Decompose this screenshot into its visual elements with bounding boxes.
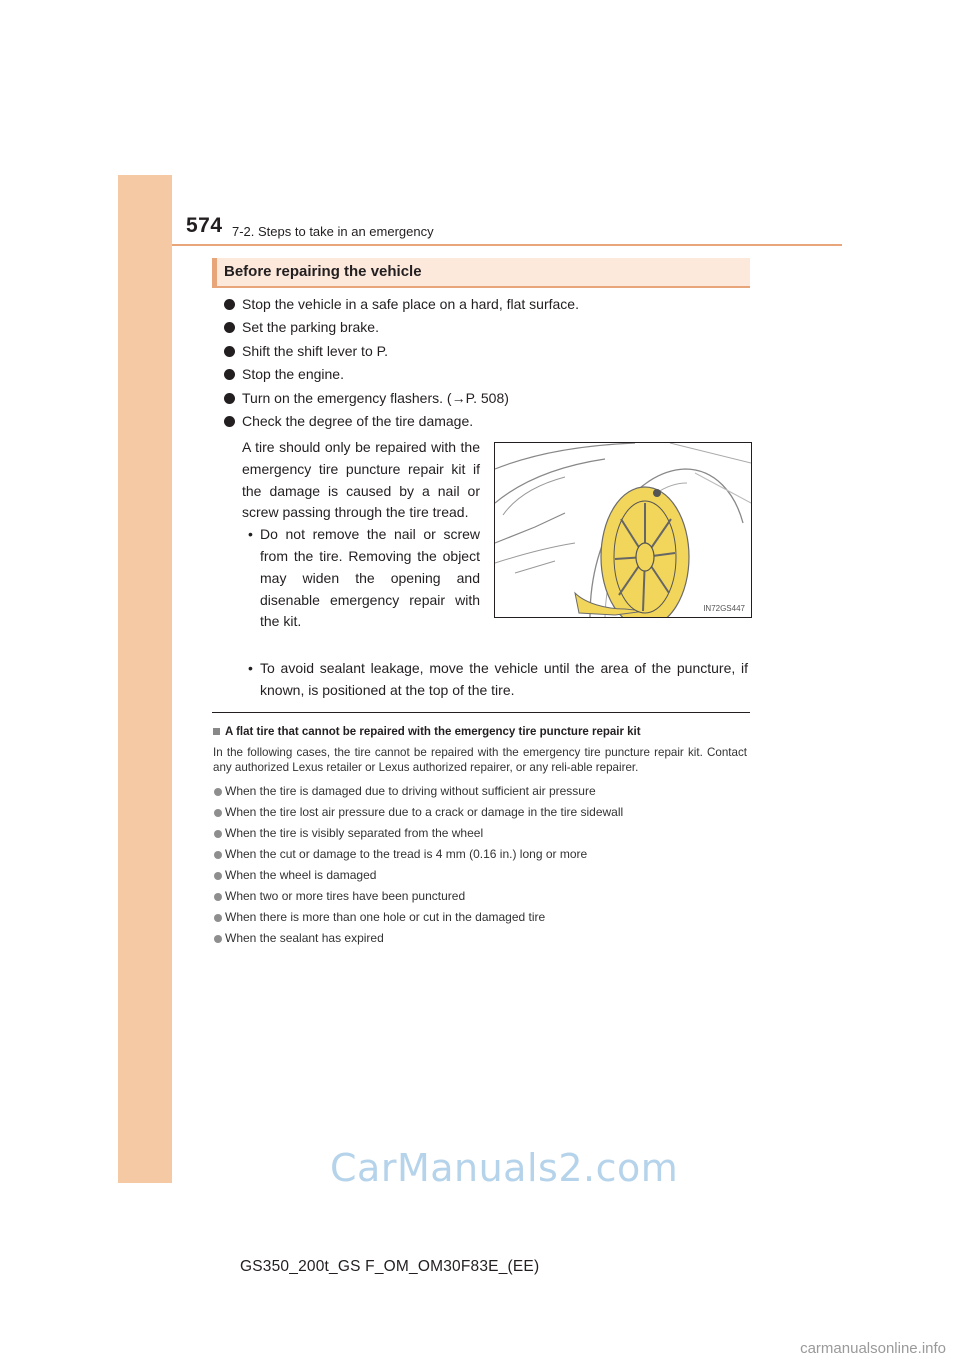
bullet-icon <box>224 369 235 380</box>
detail-sub-item-wide: • To avoid sealant leakage, move the vehicle until the area of the puncture, if known, is positioned at the top of the tire. <box>242 657 748 701</box>
bullet-icon <box>224 322 235 333</box>
bullet-icon <box>214 872 222 880</box>
step-item: Turn on the emergency flashers. (→P. 508) <box>224 387 764 410</box>
list-item: When the wheel is damaged <box>213 865 747 886</box>
car-wheel-drawing <box>495 443 751 617</box>
step-item: Stop the engine. <box>224 363 764 386</box>
step-item: Set the parking brake. <box>224 316 764 339</box>
bullet-icon <box>214 914 222 922</box>
bullet-icon <box>224 346 235 357</box>
list-item: When two or more tires have been punctured <box>213 886 747 907</box>
list-item: When the cut or damage to the tread is 4 mm (0.16 in.) long or more <box>213 844 747 865</box>
bullet-icon <box>214 809 222 817</box>
list-item: When the tire is visibly separated from the wheel <box>213 823 747 844</box>
list-item: When the tire lost air pressure due to a crack or damage in the tire sidewall <box>213 802 747 823</box>
square-bullet-icon <box>213 728 220 735</box>
header-rule <box>172 244 842 246</box>
bullet-icon <box>214 830 222 838</box>
page-number: 574 <box>186 214 223 237</box>
list-item: When the sealant has expired <box>213 928 747 949</box>
bullet-icon <box>214 935 222 943</box>
site-watermark: carmanualsonline.info <box>800 1340 946 1357</box>
info-list <box>213 781 747 949</box>
info-body: In the following cases, the tire cannot be repaired with the emergency tire puncture repair kit. Contact any authorized Lexus retailer or Lexus authorized repairer, or any reli-able repairer. <box>213 746 747 774</box>
bullet-icon <box>214 788 222 796</box>
bullet-icon <box>224 416 235 427</box>
step-list <box>224 293 764 433</box>
section-heading <box>212 258 750 288</box>
step-item: Shift the shift lever to P. <box>224 340 764 363</box>
tire-damage-detail <box>242 437 480 633</box>
section-heading-text: Before repairing the vehicle <box>224 263 422 280</box>
step-item: Check the degree of the tire damage. <box>224 410 764 433</box>
bullet-icon <box>214 893 222 901</box>
info-divider <box>212 712 750 713</box>
info-box <box>213 724 747 949</box>
heading-accent-bar <box>212 258 217 288</box>
bullet-icon <box>214 851 222 859</box>
bullet-icon <box>224 299 235 310</box>
footer-document-code: GS350_200t_GS F_OM_OM30F83E_(EE) <box>240 1258 540 1275</box>
section-title: 7-2. Steps to take in an emergency <box>232 224 434 239</box>
bullet-icon <box>224 393 235 404</box>
list-item: When the tire is damaged due to driving without sufficient air pressure <box>213 781 747 802</box>
list-item: When there is more than one hole or cut in the damaged tire <box>213 907 747 928</box>
sub-bullet-mark: • <box>248 660 253 676</box>
side-tab-band <box>118 175 172 1183</box>
tire-illustration <box>494 442 752 618</box>
watermark: CarManuals2.com <box>330 1146 679 1190</box>
detail-intro: A tire should only be repaired with the emergency tire puncture repair kit if the damage is caused by a nail or screw passing through the tire tread. <box>242 439 480 521</box>
step-item: Stop the vehicle in a safe place on a hard, flat surface. <box>224 293 764 316</box>
sub-bullet-mark: • <box>248 526 253 543</box>
detail-sub-item: • Do not remove the nail or screw from the tire. Removing the object may widen the opening and disenable emergency repair with the kit. <box>248 526 480 630</box>
figure-code: IN72GS447 <box>703 604 745 613</box>
info-title: A flat tire that cannot be repaired with the emergency tire puncture repair kit <box>213 724 747 740</box>
